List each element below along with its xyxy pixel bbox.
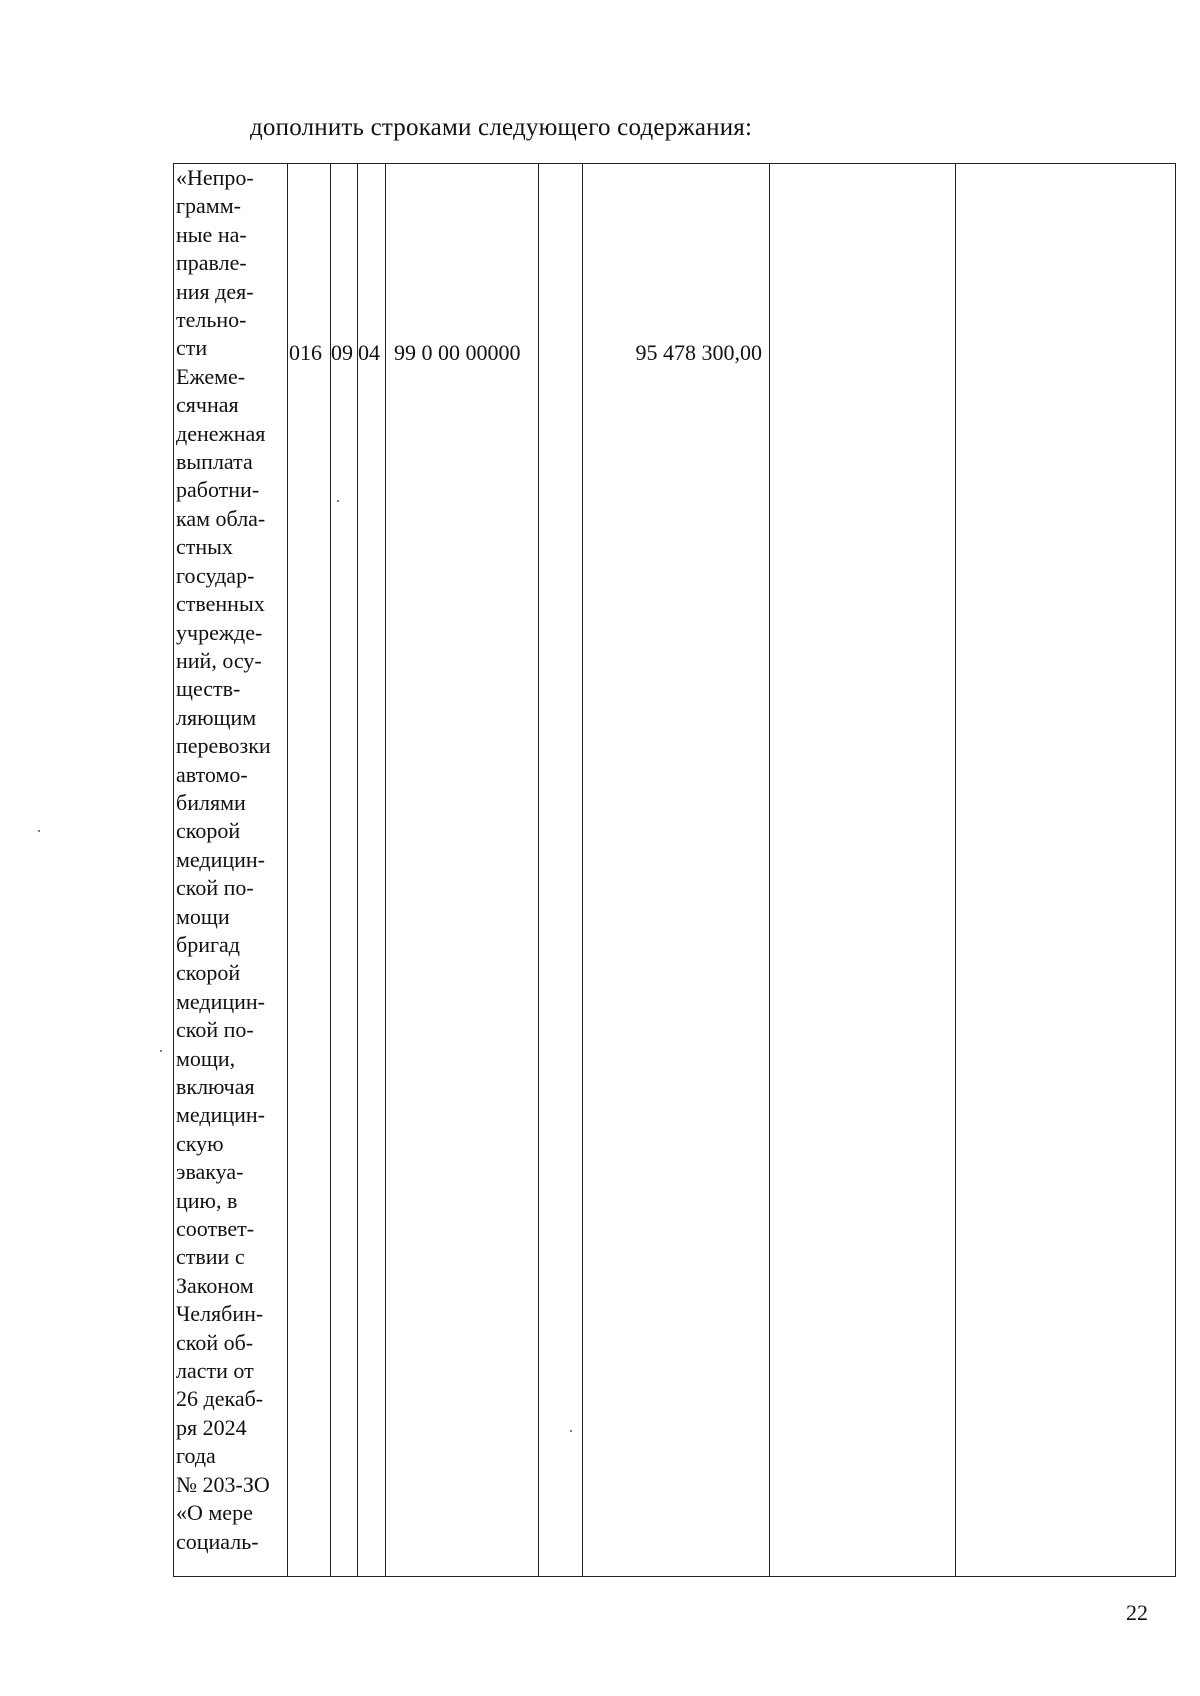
intro-text: дополнить строками следующего содержания: <box>250 114 753 141</box>
scan-speck <box>38 830 40 832</box>
amount-cell-3 <box>956 164 1177 1576</box>
section-code: 09 <box>331 340 353 365</box>
admin-code: 016 <box>289 340 322 365</box>
scan-speck <box>160 1050 162 1052</box>
scan-speck <box>570 1430 572 1432</box>
admin-code-cell <box>288 164 331 1576</box>
expense-type-cell <box>539 164 583 1576</box>
row-name-cell: «Непро- грамм- ные на- правле- ния дея- тельно- сти Ежеме- сячная денежная выплата работни- кам обла- стных государ- ственных учрежде- ний, осу- ществ- ляющим перевозки автомо- билями скорой медицин- ской по- мощи бригад скорой медицин- ской по- мощи, включая медицин- скую эвакуа- цию, в соответ- ствии с Законом Челябин- ской об- ласти от 26 декаб- ря 2024 года № 203-ЗО «О мере социаль- <box>174 164 288 1576</box>
amount-1: 95 478 300,00 <box>635 340 762 365</box>
target-article-code: 99 0 00 00000 <box>394 340 521 365</box>
subsection-code: 04 <box>358 340 380 365</box>
page-number: 22 <box>1126 1600 1148 1625</box>
amount-cell-2 <box>770 164 956 1576</box>
amount-cell-1 <box>583 164 770 1576</box>
target-article-cell <box>386 164 539 1576</box>
section-code-cell <box>331 164 358 1576</box>
budget-table <box>173 163 1176 1577</box>
subsection-code-cell <box>358 164 386 1576</box>
scan-speck <box>337 500 339 502</box>
